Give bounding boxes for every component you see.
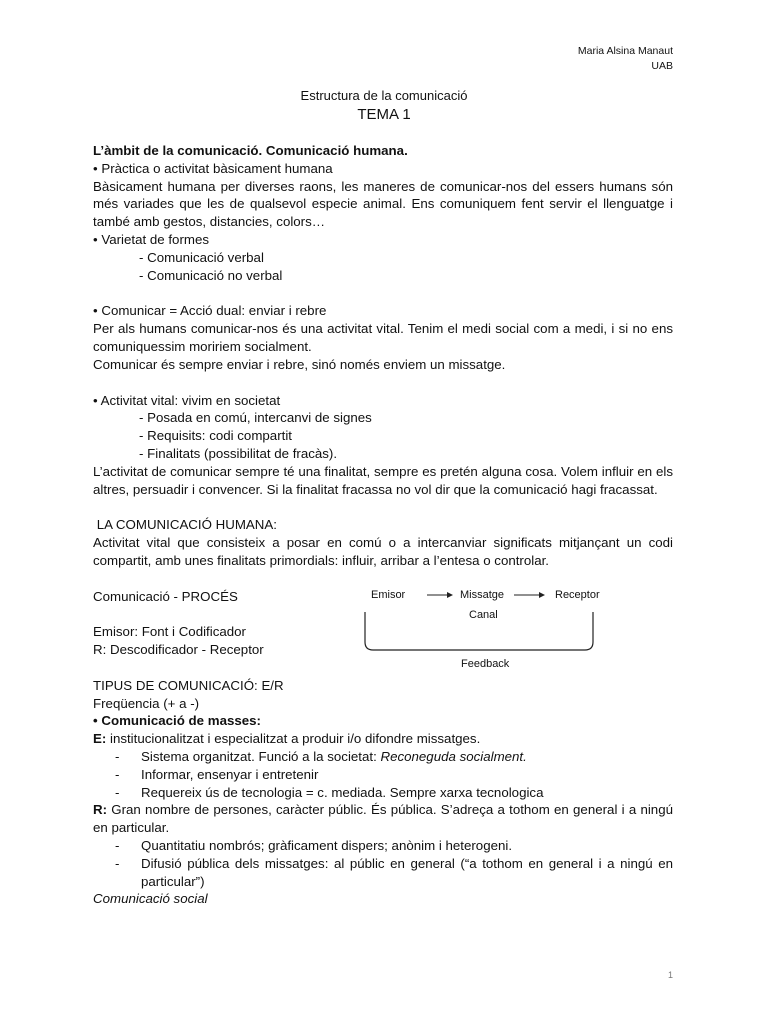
list-dash: - [115,784,120,800]
emisor-list [93,748,673,801]
tipus-heading: TIPUS DE COMUNICACIÓ: E/R [93,677,284,693]
spacer [93,374,673,392]
sub-item-posada: - Posada en comú, intercanvi de signes [139,410,372,426]
e-text: institucionalitzat i especialitzat a produir i/o difondre missatges. [106,731,481,747]
institution: UAB [651,60,673,72]
diagram-receptor: Receptor [555,588,600,601]
list-item [115,784,673,802]
paragraph-finalitat: L’activitat de comunicar sempre té una finalitat, sempre es pretén alguna cosa. Volem influir en els altres, persuadir i convencer. Si la finalitat fracassa no vol dir que la comunicació hagi fracassat. [93,463,673,497]
bullet-societat: • Activitat vital: vivim en societat [93,392,281,408]
receptor-masses-line [93,801,673,837]
list-item-text: Difusió pública dels missatges: al públic en general (“a tothom en general i a ningú en particular”) [141,855,673,889]
e-label: E: [93,731,107,747]
list-item-text: Sistema organitzat. Funció a la societat: [141,748,381,764]
section-heading-humana: LA COMUNICACIÓ HUMANA: [93,517,277,533]
section-heading-ambit: L’àmbit de la comunicació. Comunicació humana. [93,143,408,158]
author-name: Maria Alsina Manaut [577,45,673,57]
list-item-text: Informar, ensenyar i entretenir [141,766,319,782]
list-item-italic: Reconeguda socialment. [380,748,527,764]
closing-line: Comunicació social [93,891,208,907]
title-line-1: Estructura de la comunicació [300,88,468,103]
list-item [115,748,673,766]
bullet-varietat: • Varietat de formes [93,231,210,247]
paragraph-enviar-rebre: Comunicar és sempre enviar i rebre, sinó només enviem un missatge. [93,356,506,372]
list-item-text: Quantitatiu nombrós; gràficament dispers; anònim i heterogeni. [141,837,513,853]
frequencia-line: Freqüencia (+ a -) [93,695,200,711]
document-body [93,142,673,908]
spacer [93,284,673,302]
diagram-emisor: Emisor [371,588,406,601]
r-label: R: [93,802,108,818]
sub-item-verbal: - Comunicació verbal [139,249,264,265]
title-line-2: TEMA 1 [357,106,411,123]
bullet-comunicar: • Comunicar = Acció dual: enviar i rebre [93,303,327,319]
list-item [115,766,673,784]
masses-heading: • Comunicació de masses: [93,713,261,729]
paragraph-vital: Per als humans comunicar-nos és una activitat vital. Tenim el medi social com a medi, i si no ens comuniquessim moririem socialment. [93,321,673,354]
list-item [115,837,673,855]
page-header [578,44,673,74]
process-label: Comunicació - PROCÉS [93,588,238,604]
page-number: 1 [667,970,673,980]
emisor-definition: Emisor: Font i Codificador [93,624,246,640]
paragraph-basicament: Bàsicament humana per diverses raons, les maneres de comunicar-nos del essers humans són més variades que les de qualsevol especie animal. Ens comuniquem fent servir el llenguatge i també amb gestos, distancies, colors… [93,178,673,230]
process-section [93,588,673,678]
sub-item-finalitats: - Finalitats (possibilitat de fracàs). [139,445,338,461]
spacer [93,498,673,516]
paragraph-definicio: Activitat vital que consisteix a posar en comú o a intercanviar significats mitjançant un codi compartit, amb unes finalitats primordials: influir, arribar a l’entesa o controlar. [93,535,673,568]
list-item-text: Requereix ús de tecnologia = c. mediada. Sempre xarxa tecnologica [141,784,544,800]
sub-item-no-verbal: - Comunicació no verbal [139,267,283,283]
list-dash: - [115,766,120,782]
diagram-canal: Canal [469,608,498,621]
communication-diagram [357,582,617,678]
emisor-masses-line [93,730,673,748]
diagram-missatge: Missatge [460,588,505,601]
list-dash: - [115,837,120,853]
list-item [115,855,673,891]
bullet-practica: • Pràctica o activitat bàsicament humana [93,160,333,176]
receptor-definition: R: Descodificador - Receptor [93,642,264,658]
sub-item-requisits: - Requisits: codi compartit [139,428,292,444]
document-title [0,88,768,124]
list-dash: - [115,855,120,871]
r-text: Gran nombre de persones, caràcter públic. És pública. S’adreça a tothom en general i a ningú en particular. [93,802,673,836]
receptor-list [93,837,673,890]
list-dash: - [115,748,120,764]
diagram-feedback: Feedback [461,657,510,670]
